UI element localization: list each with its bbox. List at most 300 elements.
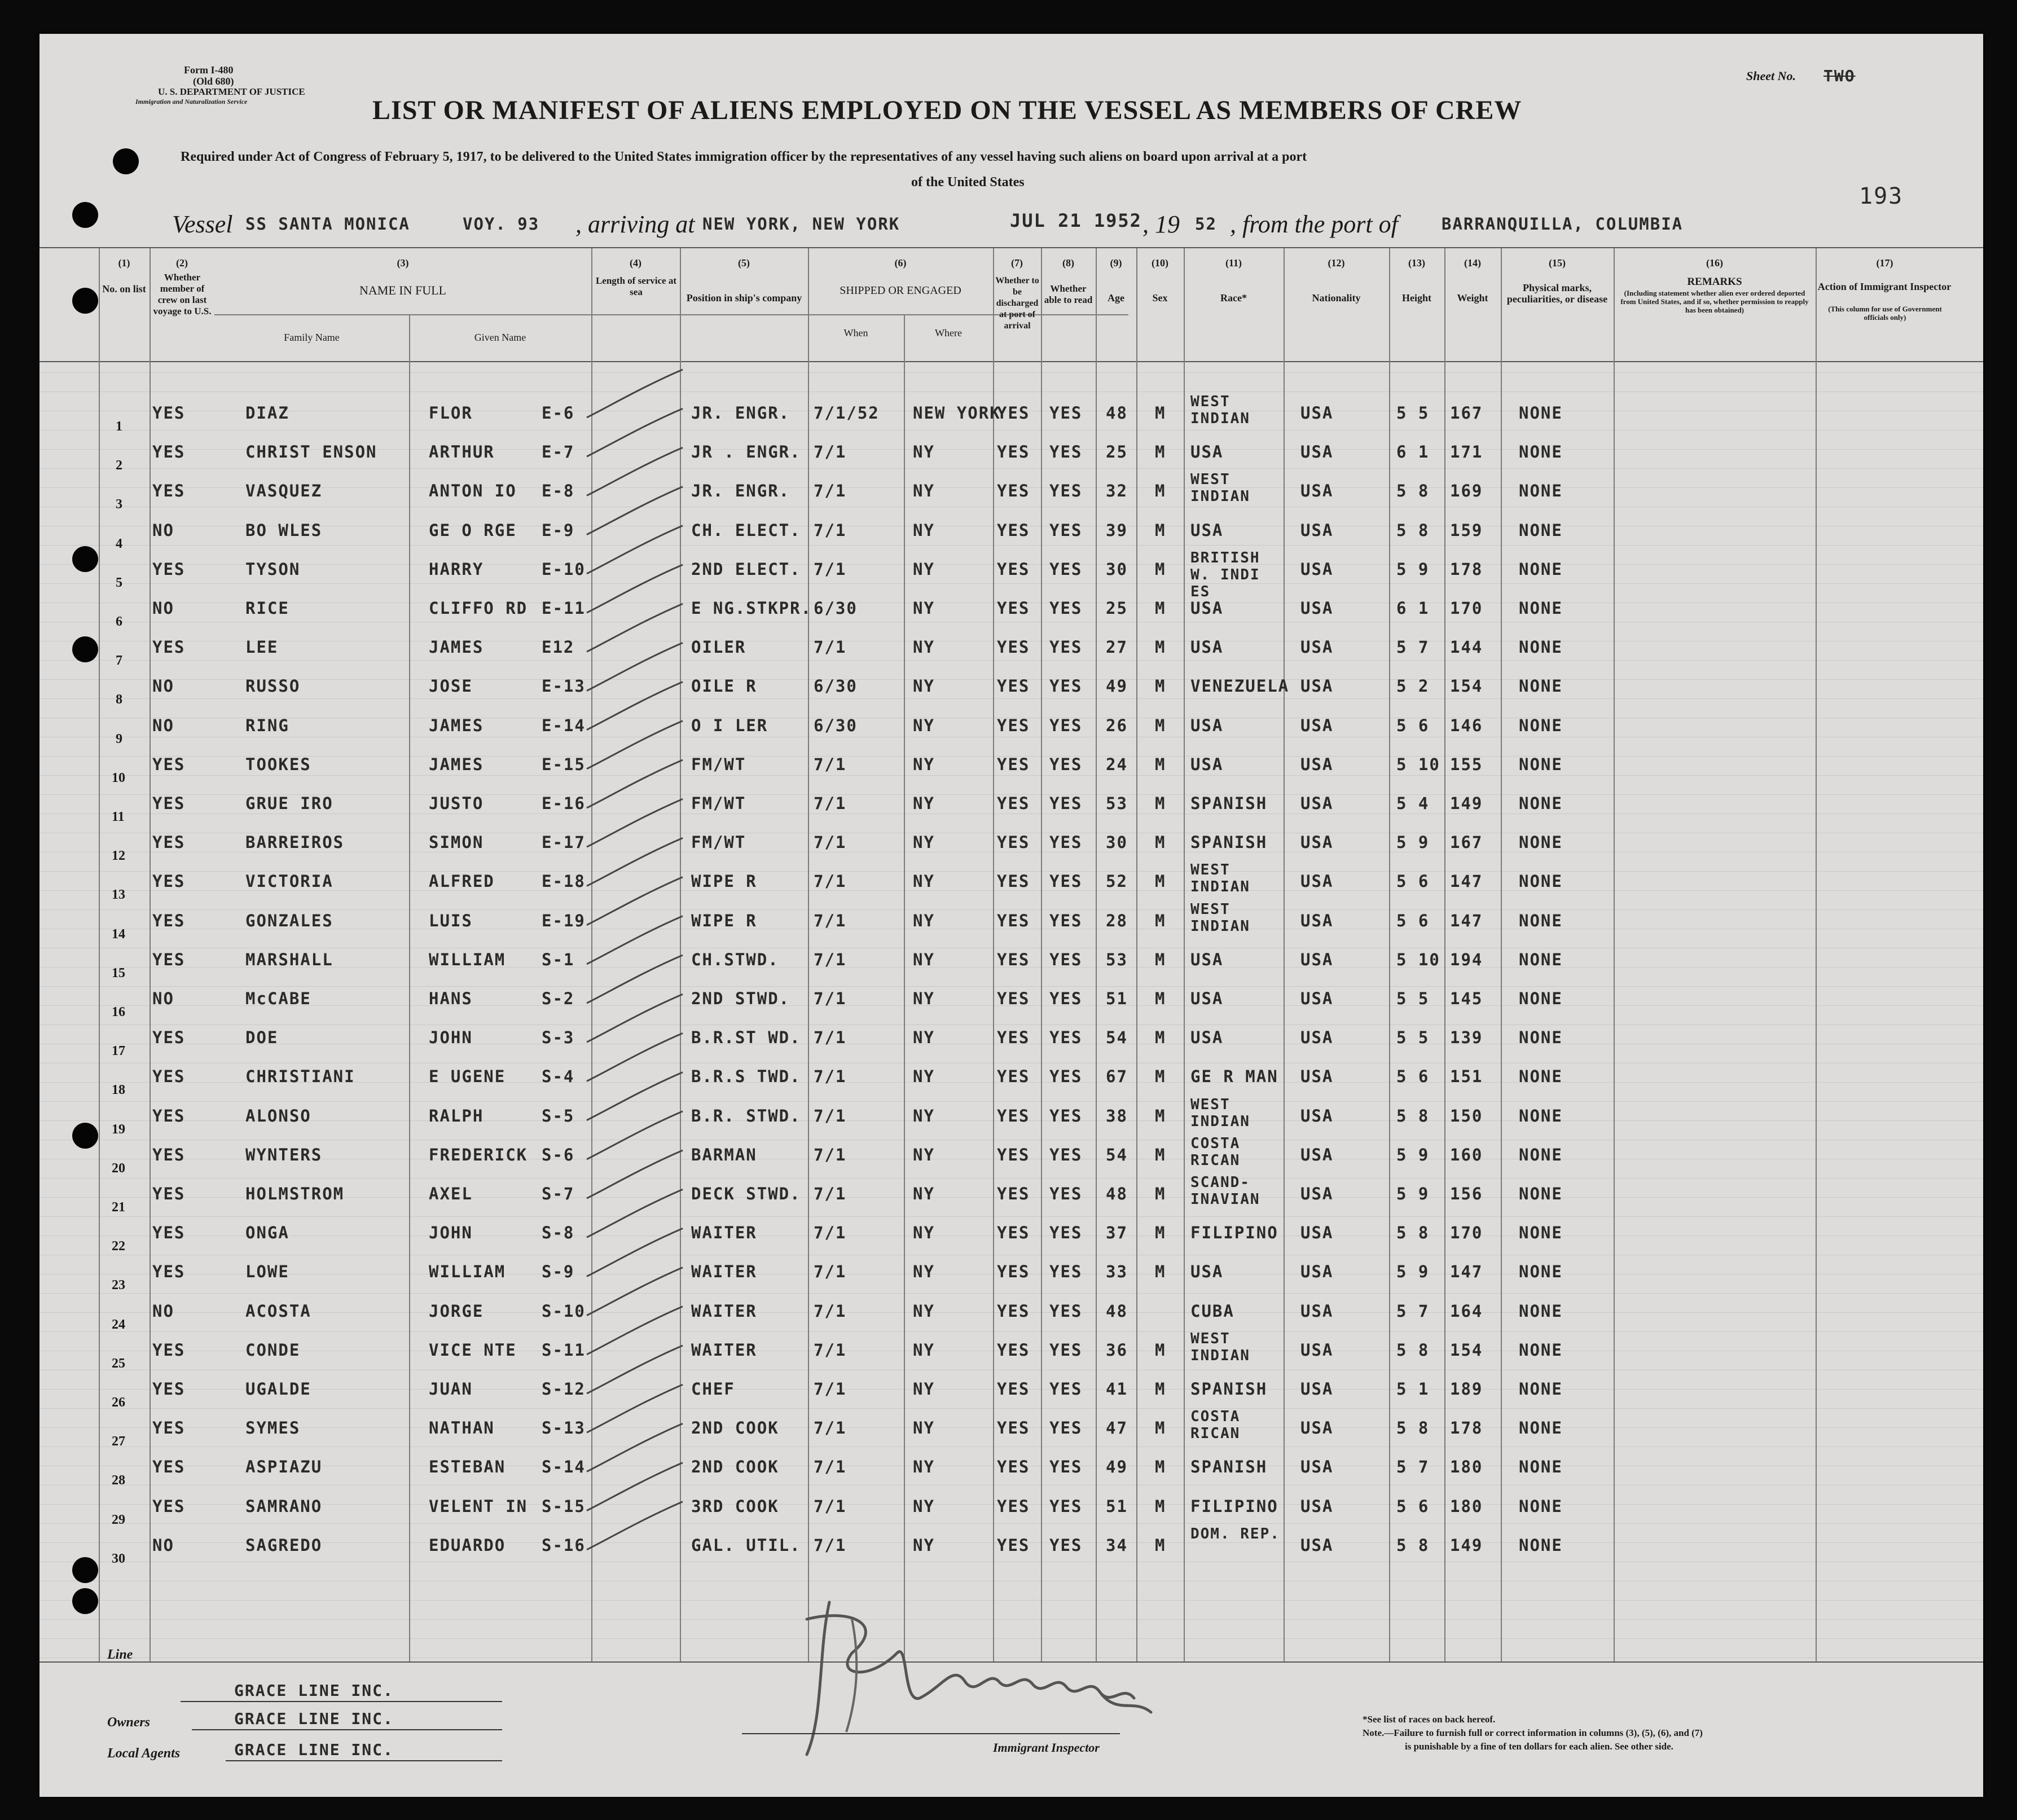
cell-height: 5 9 bbox=[1396, 1184, 1430, 1203]
cell-position: GAL. UTIL. bbox=[691, 1535, 801, 1555]
cell-crew-code: S-7 bbox=[542, 1184, 575, 1203]
cell-race: WEST INDIAN bbox=[1190, 861, 1250, 896]
cell-physical-marks: NONE bbox=[1519, 1223, 1563, 1243]
tally-mark bbox=[587, 487, 683, 535]
cell-shipped-when: 6/30 bbox=[814, 599, 858, 618]
cell-position: 3RD COOK bbox=[691, 1496, 779, 1516]
cell-row-number: 18 bbox=[112, 1083, 125, 1098]
cell-shipped-where: NY bbox=[913, 911, 935, 930]
cell-nationality: USA bbox=[1300, 1457, 1334, 1477]
cell-height: 5 8 bbox=[1396, 520, 1430, 540]
cell-race: GE R MAN bbox=[1190, 1067, 1278, 1087]
cell-age: 36 bbox=[1106, 1340, 1128, 1360]
cell-shipped-where: NY bbox=[913, 1457, 935, 1477]
cell-given-name: JOHN bbox=[429, 1223, 473, 1243]
cell-shipped-when: 7/1/52 bbox=[814, 403, 880, 423]
from-port: BARRANQUILLA, COLUMBIA bbox=[1442, 214, 1684, 234]
col-header-where: Where bbox=[935, 327, 962, 338]
tally-mark bbox=[587, 1463, 683, 1511]
cell-last-voyage: NO bbox=[152, 599, 174, 618]
cell-discharged: YES bbox=[997, 1028, 1030, 1048]
voyage-number: VOY. 93 bbox=[463, 214, 540, 234]
col-num-5: (5) bbox=[738, 257, 750, 269]
cell-physical-marks: NONE bbox=[1519, 1496, 1563, 1516]
cell-race: USA bbox=[1190, 989, 1224, 1008]
cell-sex: M bbox=[1155, 989, 1166, 1008]
page-number: 193 bbox=[1859, 183, 1904, 209]
tally-mark bbox=[587, 994, 683, 1042]
cell-given-name: JOHN bbox=[429, 1028, 473, 1048]
cell-given-name: NATHAN bbox=[429, 1418, 495, 1438]
cell-shipped-where: NY bbox=[913, 1379, 935, 1399]
cell-last-voyage: YES bbox=[152, 1496, 186, 1516]
cell-position: E NG.STKPR. bbox=[691, 599, 812, 618]
cell-crew-code: S-15 bbox=[542, 1496, 586, 1516]
cell-shipped-where: NY bbox=[913, 1223, 935, 1243]
cell-last-voyage: YES bbox=[152, 1262, 186, 1282]
cell-row-number: 11 bbox=[112, 810, 125, 824]
subheader-rule bbox=[214, 314, 1128, 315]
cell-weight: 154 bbox=[1450, 1340, 1483, 1360]
cell-physical-marks: NONE bbox=[1519, 1379, 1563, 1399]
cell-given-name: HARRY bbox=[429, 559, 484, 579]
cell-given-name: HANS bbox=[429, 989, 473, 1008]
cell-last-voyage: YES bbox=[152, 1340, 186, 1360]
cell-height: 5 8 bbox=[1396, 481, 1430, 501]
cell-nationality: USA bbox=[1300, 1379, 1334, 1399]
cell-height: 5 6 bbox=[1396, 872, 1430, 891]
tally-mark bbox=[587, 408, 683, 456]
form-department: U. S. DEPARTMENT OF JUSTICE bbox=[158, 86, 305, 97]
cell-height: 5 10 bbox=[1396, 754, 1440, 774]
sheet-no-label: Sheet No. bbox=[1746, 69, 1796, 83]
cell-given-name: JAMES bbox=[429, 715, 484, 735]
cell-physical-marks: NONE bbox=[1519, 833, 1563, 852]
cell-family-name: CONDE bbox=[245, 1340, 301, 1360]
cell-shipped-when: 7/1 bbox=[814, 1028, 847, 1048]
cell-crew-code: S-9 bbox=[542, 1262, 575, 1282]
cell-discharged: YES bbox=[997, 794, 1030, 813]
punch-hole bbox=[72, 288, 98, 314]
cell-shipped-when: 7/1 bbox=[814, 1145, 847, 1164]
cell-row-number: 20 bbox=[112, 1160, 125, 1176]
cell-discharged: YES bbox=[997, 715, 1030, 735]
sheet-no-value: TWO bbox=[1823, 67, 1856, 85]
cell-shipped-where: NY bbox=[913, 520, 935, 540]
col-header-remarks-note: (Including statement whether alien ever ordered deported from United States, and if so, whether permission to reapply has been obtained) bbox=[1620, 289, 1809, 314]
punch-hole bbox=[72, 202, 98, 228]
cell-position: JR. ENGR. bbox=[691, 403, 790, 423]
cell-nationality: USA bbox=[1300, 833, 1334, 852]
cell-position: WIPE R bbox=[691, 872, 757, 891]
cell-race: BRITISH W. INDI ES bbox=[1190, 549, 1260, 600]
cell-nationality: USA bbox=[1300, 599, 1334, 618]
cell-able-to-read: YES bbox=[1049, 481, 1083, 501]
cell-family-name: VICTORIA bbox=[245, 872, 333, 891]
cell-position: CHEF bbox=[691, 1379, 735, 1399]
cell-discharged: YES bbox=[997, 1301, 1030, 1321]
cell-shipped-when: 7/1 bbox=[814, 1067, 847, 1087]
cell-height: 5 10 bbox=[1396, 949, 1440, 969]
cell-row-number: 8 bbox=[116, 692, 122, 707]
cell-shipped-when: 6/30 bbox=[814, 715, 858, 735]
cell-physical-marks: NONE bbox=[1519, 715, 1563, 735]
cell-able-to-read: YES bbox=[1049, 1106, 1083, 1126]
tally-mark bbox=[587, 565, 683, 613]
cell-nationality: USA bbox=[1300, 1340, 1334, 1360]
cell-nationality: USA bbox=[1300, 949, 1334, 969]
cell-shipped-when: 7/1 bbox=[814, 872, 847, 891]
cell-shipped-when: 7/1 bbox=[814, 833, 847, 852]
col-header-action: Action of Immigrant Inspector bbox=[1817, 281, 1952, 292]
cell-last-voyage: YES bbox=[152, 1223, 186, 1243]
cell-shipped-where: NY bbox=[913, 1496, 935, 1516]
cell-position: BARMAN bbox=[691, 1145, 757, 1164]
cell-discharged: YES bbox=[997, 1457, 1030, 1477]
cell-discharged: YES bbox=[997, 989, 1030, 1008]
cell-age: 34 bbox=[1106, 1535, 1128, 1555]
cell-physical-marks: NONE bbox=[1519, 794, 1563, 813]
cell-sex: M bbox=[1155, 559, 1166, 579]
cell-nationality: USA bbox=[1300, 911, 1334, 930]
cell-age: 48 bbox=[1106, 1301, 1128, 1321]
cell-shipped-where: NY bbox=[913, 1184, 935, 1203]
cell-discharged: YES bbox=[997, 1145, 1030, 1164]
cell-age: 30 bbox=[1106, 833, 1128, 852]
cell-crew-code: S-10 bbox=[542, 1301, 586, 1321]
cell-race: DOM. REP. bbox=[1190, 1525, 1280, 1542]
cell-shipped-when: 7/1 bbox=[814, 442, 847, 462]
cell-row-number: 10 bbox=[112, 770, 125, 785]
tally-mark bbox=[587, 1150, 683, 1198]
cell-weight: 180 bbox=[1450, 1457, 1483, 1477]
cell-last-voyage: YES bbox=[152, 794, 186, 813]
col-header-age: Age bbox=[1108, 292, 1124, 304]
cell-age: 49 bbox=[1106, 676, 1128, 696]
cell-nationality: USA bbox=[1300, 1418, 1334, 1438]
col-num-2: (2) bbox=[176, 257, 188, 269]
cell-crew-code: S-12 bbox=[542, 1379, 586, 1399]
arriving-port: NEW YORK, NEW YORK bbox=[702, 214, 900, 234]
cell-row-number: 12 bbox=[112, 849, 125, 864]
cell-able-to-read: YES bbox=[1049, 1457, 1083, 1477]
date-stamp: JUL 21 1952 bbox=[1010, 210, 1142, 231]
grid-line bbox=[39, 583, 1983, 584]
cell-last-voyage: YES bbox=[152, 1106, 186, 1126]
cell-shipped-when: 7/1 bbox=[814, 1301, 847, 1321]
cell-shipped-when: 7/1 bbox=[814, 1223, 847, 1243]
grid-line bbox=[39, 775, 1983, 776]
cell-given-name: ANTON IO bbox=[429, 481, 517, 501]
cell-family-name: HOLMSTROM bbox=[245, 1184, 345, 1203]
cell-discharged: YES bbox=[997, 872, 1030, 891]
cell-height: 5 7 bbox=[1396, 1301, 1430, 1321]
cell-physical-marks: NONE bbox=[1519, 1106, 1563, 1126]
cell-crew-code: E-15 bbox=[542, 754, 586, 774]
cell-crew-code: S-2 bbox=[542, 989, 575, 1008]
cell-race: USA bbox=[1190, 520, 1224, 540]
cell-able-to-read: YES bbox=[1049, 1379, 1083, 1399]
cell-height: 5 7 bbox=[1396, 638, 1430, 657]
cell-discharged: YES bbox=[997, 833, 1030, 852]
cell-family-name: DIAZ bbox=[245, 403, 289, 423]
cell-height: 5 8 bbox=[1396, 1106, 1430, 1126]
cell-height: 6 1 bbox=[1396, 442, 1430, 462]
cell-last-voyage: YES bbox=[152, 1379, 186, 1399]
cell-weight: 144 bbox=[1450, 638, 1483, 657]
cell-physical-marks: NONE bbox=[1519, 1028, 1563, 1048]
tally-mark bbox=[587, 799, 683, 847]
cell-able-to-read: YES bbox=[1049, 1496, 1083, 1516]
cell-weight: 194 bbox=[1450, 949, 1483, 969]
cell-nationality: USA bbox=[1300, 1262, 1334, 1282]
cell-crew-code: E-10 bbox=[542, 559, 586, 579]
cell-sex: M bbox=[1155, 949, 1166, 969]
cell-given-name: CLIFFO RD bbox=[429, 599, 528, 618]
tally-mark bbox=[587, 1384, 683, 1432]
cell-height: 5 6 bbox=[1396, 715, 1430, 735]
tally-mark bbox=[587, 955, 683, 1003]
cell-row-number: 30 bbox=[112, 1551, 125, 1566]
cell-discharged: YES bbox=[997, 676, 1030, 696]
line-label: Line bbox=[107, 1647, 133, 1662]
footnote-races: *See list of races on back hereof. bbox=[1363, 1714, 1496, 1725]
cell-able-to-read: YES bbox=[1049, 1223, 1083, 1243]
cell-last-voyage: NO bbox=[152, 676, 174, 696]
cell-position: FM/WT bbox=[691, 794, 746, 813]
cell-discharged: YES bbox=[997, 1340, 1030, 1360]
cell-race: USA bbox=[1190, 1028, 1224, 1048]
cell-physical-marks: NONE bbox=[1519, 481, 1563, 501]
arriving-label: , arriving at bbox=[575, 210, 695, 238]
cell-sex: M bbox=[1155, 1340, 1166, 1360]
cell-physical-marks: NONE bbox=[1519, 520, 1563, 540]
cell-nationality: USA bbox=[1300, 1223, 1334, 1243]
cell-crew-code: E-19 bbox=[542, 911, 586, 930]
punch-hole bbox=[113, 148, 139, 174]
cell-age: 47 bbox=[1106, 1418, 1128, 1438]
cell-age: 49 bbox=[1106, 1457, 1128, 1477]
cell-nationality: USA bbox=[1300, 1106, 1334, 1126]
cell-able-to-read: YES bbox=[1049, 599, 1083, 618]
cell-race: FILIPINO bbox=[1190, 1223, 1278, 1243]
col-header-weight: Weight bbox=[1457, 292, 1488, 304]
cell-shipped-when: 7/1 bbox=[814, 1379, 847, 1399]
cell-position: B.R. STWD. bbox=[691, 1106, 801, 1126]
cell-physical-marks: NONE bbox=[1519, 1535, 1563, 1555]
cell-nationality: USA bbox=[1300, 1535, 1334, 1555]
cell-family-name: BO WLES bbox=[245, 520, 323, 540]
cell-weight: 160 bbox=[1450, 1145, 1483, 1164]
cell-discharged: YES bbox=[997, 638, 1030, 657]
tally-mark bbox=[587, 1189, 683, 1237]
cell-height: 5 6 bbox=[1396, 1496, 1430, 1516]
cell-last-voyage: YES bbox=[152, 911, 186, 930]
cell-position: JR. ENGR. bbox=[691, 481, 790, 501]
header-rule bbox=[39, 247, 1983, 248]
cell-shipped-where: NY bbox=[913, 559, 935, 579]
tally-mark bbox=[587, 1072, 683, 1120]
col-header-family-name: Family Name bbox=[284, 332, 340, 343]
cell-sex: M bbox=[1155, 481, 1166, 501]
cell-shipped-where: NY bbox=[913, 676, 935, 696]
cell-discharged: YES bbox=[997, 754, 1030, 774]
cell-position: OILE R bbox=[691, 676, 757, 696]
cell-shipped-when: 7/1 bbox=[814, 1535, 847, 1555]
cell-physical-marks: NONE bbox=[1519, 989, 1563, 1008]
cell-discharged: YES bbox=[997, 1418, 1030, 1438]
cell-shipped-where: NY bbox=[913, 1067, 935, 1087]
cell-crew-code: E12 bbox=[542, 638, 575, 657]
grid-line bbox=[39, 660, 1983, 661]
agents-label: Local Agents bbox=[107, 1746, 181, 1761]
cell-shipped-when: 7/1 bbox=[814, 638, 847, 657]
cell-age: 48 bbox=[1106, 403, 1128, 423]
cell-height: 5 6 bbox=[1396, 1067, 1430, 1087]
cell-race: SPANISH bbox=[1190, 833, 1268, 852]
cell-shipped-when: 7/1 bbox=[814, 1457, 847, 1477]
cell-given-name: ARTHUR bbox=[429, 442, 495, 462]
inspector-label: Immigrant Inspector bbox=[993, 1740, 1100, 1755]
cell-weight: 169 bbox=[1450, 481, 1483, 501]
cell-discharged: YES bbox=[997, 1184, 1030, 1203]
cell-given-name: JOSE bbox=[429, 676, 473, 696]
cell-weight: 171 bbox=[1450, 442, 1483, 462]
cell-weight: 167 bbox=[1450, 403, 1483, 423]
cell-last-voyage: NO bbox=[152, 715, 174, 735]
cell-row-number: 23 bbox=[112, 1278, 125, 1293]
cell-given-name: ALFRED bbox=[429, 872, 495, 891]
col-header-position: Position in ship's company bbox=[686, 292, 802, 304]
grid-line bbox=[39, 545, 1983, 546]
cell-row-number: 26 bbox=[112, 1395, 125, 1410]
cell-discharged: YES bbox=[997, 1223, 1030, 1243]
cell-sex: M bbox=[1155, 911, 1166, 930]
cell-shipped-when: 7/1 bbox=[814, 949, 847, 969]
cell-shipped-where: NY bbox=[913, 481, 935, 501]
cell-nationality: USA bbox=[1300, 989, 1334, 1008]
tally-mark bbox=[587, 838, 683, 886]
cell-sex: M bbox=[1155, 1106, 1166, 1126]
col-num-12: (12) bbox=[1328, 257, 1345, 269]
cell-crew-code: E-6 bbox=[542, 403, 575, 423]
tally-mark bbox=[587, 916, 683, 964]
cell-race: WEST INDIAN bbox=[1190, 393, 1250, 427]
cell-race: USA bbox=[1190, 599, 1224, 618]
cell-able-to-read: YES bbox=[1049, 754, 1083, 774]
cell-row-number: 9 bbox=[116, 731, 122, 746]
col-num-1: (1) bbox=[118, 257, 130, 269]
cell-position: CH. ELECT. bbox=[691, 520, 801, 540]
cell-discharged: YES bbox=[997, 599, 1030, 618]
cell-shipped-where: NY bbox=[913, 1106, 935, 1126]
cell-age: 33 bbox=[1106, 1262, 1128, 1282]
cell-able-to-read: YES bbox=[1049, 1340, 1083, 1360]
cell-last-voyage: YES bbox=[152, 559, 186, 579]
cell-physical-marks: NONE bbox=[1519, 949, 1563, 969]
cell-row-number: 14 bbox=[112, 926, 125, 942]
col-header-length-service: Length of service at sea bbox=[595, 275, 677, 297]
tally-mark bbox=[587, 721, 683, 769]
col-header-race: Race* bbox=[1220, 292, 1247, 304]
cell-nationality: USA bbox=[1300, 520, 1334, 540]
cell-weight: 139 bbox=[1450, 1028, 1483, 1048]
cell-shipped-where: NEW YORK bbox=[913, 403, 1001, 423]
cell-age: 67 bbox=[1106, 1067, 1128, 1087]
cell-shipped-where: NY bbox=[913, 794, 935, 813]
cell-last-voyage: YES bbox=[152, 1067, 186, 1087]
cell-able-to-read: YES bbox=[1049, 520, 1083, 540]
cell-physical-marks: NONE bbox=[1519, 1262, 1563, 1282]
cell-discharged: YES bbox=[997, 1496, 1030, 1516]
col-num-3: (3) bbox=[397, 257, 409, 269]
col-num-13: (13) bbox=[1408, 257, 1425, 269]
cell-height: 5 9 bbox=[1396, 1145, 1430, 1164]
col-header-no: No. on list bbox=[102, 283, 146, 294]
cell-last-voyage: YES bbox=[152, 949, 186, 969]
cell-last-voyage: YES bbox=[152, 442, 186, 462]
col-header-discharged: Whether to be discharged at port of arrival bbox=[995, 276, 1039, 331]
cell-shipped-where: NY bbox=[913, 949, 935, 969]
cell-position: OILER bbox=[691, 638, 746, 657]
col-header-sex: Sex bbox=[1152, 292, 1168, 304]
cell-row-number: 1 bbox=[116, 419, 122, 434]
cell-age: 28 bbox=[1106, 911, 1128, 930]
cell-shipped-where: NY bbox=[913, 442, 935, 462]
cell-discharged: YES bbox=[997, 1262, 1030, 1282]
manifest-sheet bbox=[39, 34, 1983, 1797]
cell-discharged: YES bbox=[997, 442, 1030, 462]
tally-marks bbox=[570, 350, 717, 1647]
cell-weight: 178 bbox=[1450, 559, 1483, 579]
cell-able-to-read: YES bbox=[1049, 1301, 1083, 1321]
cell-physical-marks: NONE bbox=[1519, 1340, 1563, 1360]
table-top-rule bbox=[39, 361, 1983, 362]
cell-discharged: YES bbox=[997, 481, 1030, 501]
cell-crew-code: E-8 bbox=[542, 481, 575, 501]
cell-row-number: 2 bbox=[116, 458, 122, 473]
col-num-11: (11) bbox=[1225, 257, 1242, 269]
cell-race: USA bbox=[1190, 442, 1224, 462]
cell-able-to-read: YES bbox=[1049, 1067, 1083, 1087]
cell-last-voyage: YES bbox=[152, 1028, 186, 1048]
cell-sex: M bbox=[1155, 1262, 1166, 1282]
cell-age: 39 bbox=[1106, 520, 1128, 540]
cell-discharged: YES bbox=[997, 911, 1030, 930]
tally-mark bbox=[587, 1228, 683, 1276]
cell-shipped-where: NY bbox=[913, 1145, 935, 1164]
grid-line bbox=[39, 1331, 1983, 1332]
cell-physical-marks: NONE bbox=[1519, 676, 1563, 696]
col-header-read: Whether able to read bbox=[1044, 283, 1093, 305]
cell-age: 30 bbox=[1106, 559, 1128, 579]
cell-crew-code: S-13 bbox=[542, 1418, 586, 1438]
cell-discharged: YES bbox=[997, 1379, 1030, 1399]
cell-discharged: YES bbox=[997, 403, 1030, 423]
cell-family-name: WYNTERS bbox=[245, 1145, 323, 1164]
cell-crew-code: S-8 bbox=[542, 1223, 575, 1243]
cell-able-to-read: YES bbox=[1049, 1535, 1083, 1555]
cell-last-voyage: NO bbox=[152, 1535, 174, 1555]
cell-given-name: LUIS bbox=[429, 911, 473, 930]
tally-mark bbox=[587, 1346, 683, 1393]
col-header-last-voyage: Whether member of crew on last voyage to U.S. bbox=[153, 272, 212, 316]
cell-race: CUBA bbox=[1190, 1301, 1234, 1321]
cell-race: USA bbox=[1190, 638, 1224, 657]
grid-line bbox=[39, 909, 1983, 910]
cell-family-name: ONGA bbox=[245, 1223, 289, 1243]
cell-age: 25 bbox=[1106, 599, 1128, 618]
